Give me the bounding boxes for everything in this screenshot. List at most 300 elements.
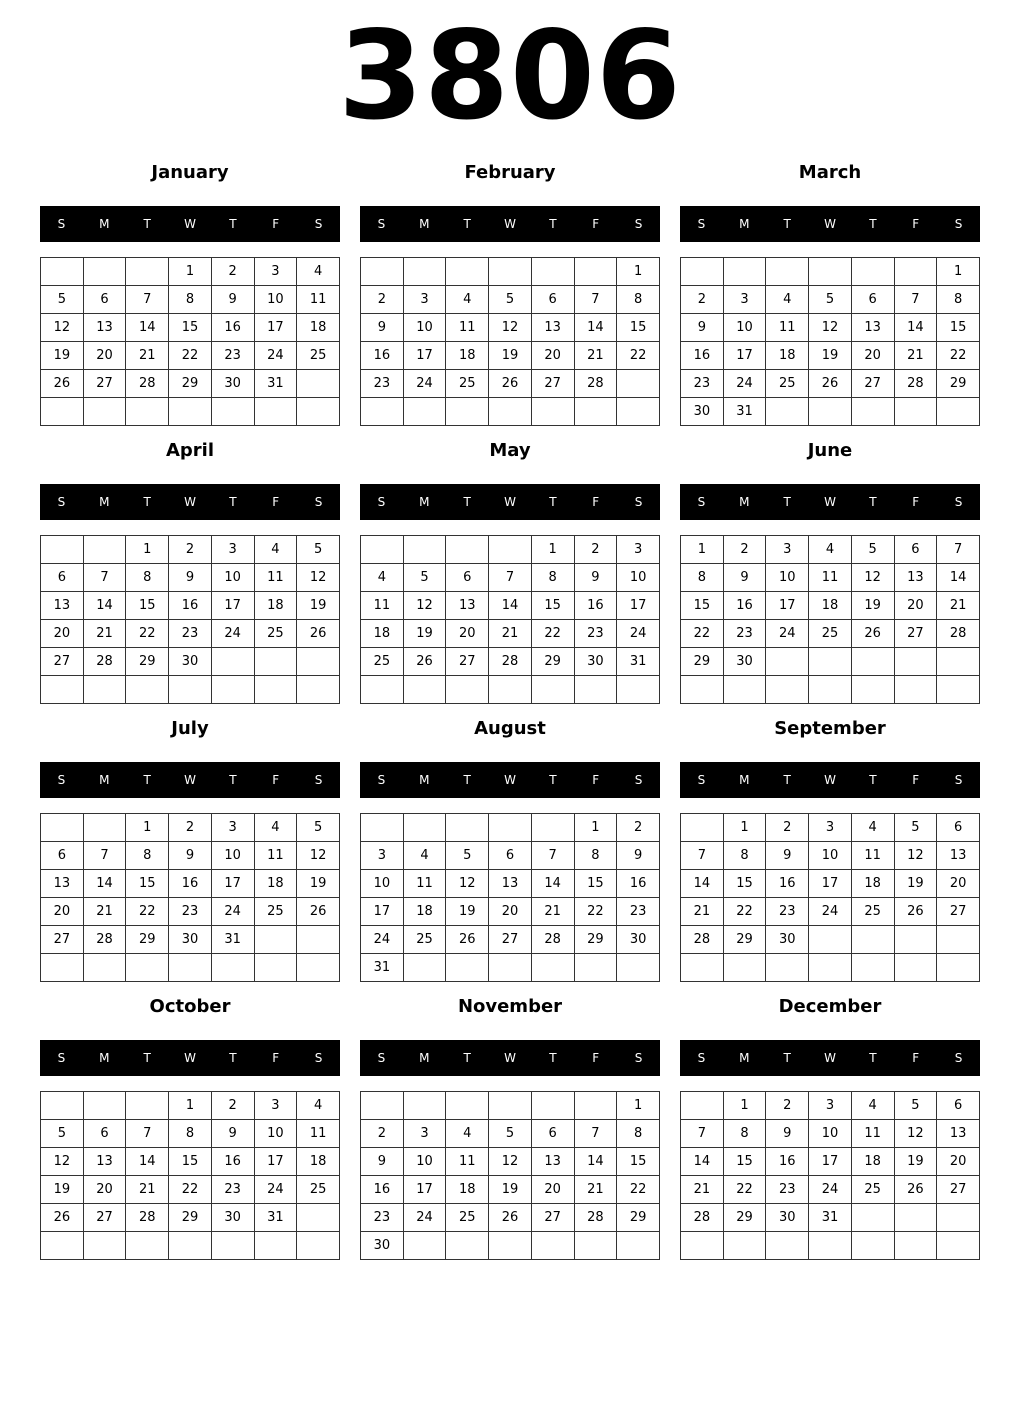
day-cell	[297, 398, 340, 426]
week-row	[681, 648, 980, 676]
day-cell: 3	[211, 814, 254, 842]
day-cell	[937, 1232, 980, 1260]
day-cell: 3	[809, 1092, 852, 1120]
month-name: February	[464, 162, 556, 183]
day-cell: 16	[169, 870, 212, 898]
day-cell	[254, 926, 297, 954]
week-row	[681, 286, 980, 314]
day-cell	[937, 676, 980, 704]
day-cell	[489, 536, 532, 564]
day-cell: 4	[809, 536, 852, 564]
day-cell: 1	[169, 258, 212, 286]
weekday-header	[360, 762, 660, 798]
week-row	[41, 314, 340, 342]
weekday-label: W	[504, 495, 516, 509]
day-cell: 13	[937, 1120, 980, 1148]
day-cell: 3	[211, 536, 254, 564]
day-cell: 10	[403, 314, 446, 342]
weekday-label: T	[143, 495, 151, 509]
day-cell	[361, 258, 404, 286]
day-cell	[894, 676, 937, 704]
day-cell: 12	[41, 314, 84, 342]
day-cell: 7	[126, 286, 169, 314]
day-cell: 28	[531, 926, 574, 954]
day-cell	[809, 954, 852, 982]
day-cell: 29	[169, 1204, 212, 1232]
day-cell: 14	[126, 1148, 169, 1176]
weekday-label: T	[229, 217, 237, 231]
weekday-label: M	[419, 217, 430, 231]
day-cell	[723, 676, 766, 704]
day-cell: 9	[766, 1120, 809, 1148]
day-cell: 25	[851, 1176, 894, 1204]
day-cell	[531, 676, 574, 704]
day-cell: 29	[531, 648, 574, 676]
weekday-label: W	[504, 773, 516, 787]
weekday-label: T	[783, 773, 791, 787]
day-cell: 15	[169, 1148, 212, 1176]
day-cell	[446, 676, 489, 704]
day-cell: 8	[169, 286, 212, 314]
day-cell: 23	[766, 898, 809, 926]
day-grid	[360, 1091, 660, 1260]
week-row	[361, 286, 660, 314]
week-row	[361, 398, 660, 426]
week-row	[681, 620, 980, 648]
day-cell: 4	[254, 814, 297, 842]
day-cell: 10	[723, 314, 766, 342]
day-cell: 19	[809, 342, 852, 370]
day-cell: 10	[211, 842, 254, 870]
day-cell: 13	[489, 870, 532, 898]
day-cell: 9	[211, 1120, 254, 1148]
day-cell: 30	[617, 926, 660, 954]
day-cell: 5	[894, 814, 937, 842]
weekday-label: S	[314, 1051, 323, 1065]
day-cell: 16	[211, 314, 254, 342]
day-cell: 27	[937, 1176, 980, 1204]
weekday-label: M	[99, 495, 110, 509]
month-name: November	[457, 996, 563, 1017]
day-cell: 30	[766, 1204, 809, 1232]
day-cell: 24	[254, 1176, 297, 1204]
day-cell: 13	[41, 592, 84, 620]
day-cell	[851, 398, 894, 426]
day-cell: 13	[531, 1148, 574, 1176]
weekday-header	[40, 762, 340, 798]
day-cell: 15	[169, 314, 212, 342]
day-cell: 1	[617, 1092, 660, 1120]
day-cell: 19	[297, 592, 340, 620]
day-cell: 23	[681, 370, 724, 398]
weekday-label: T	[143, 1051, 151, 1065]
day-grid	[360, 813, 660, 982]
day-cell: 30	[723, 648, 766, 676]
day-cell: 9	[723, 564, 766, 592]
day-cell: 29	[574, 926, 617, 954]
day-cell: 24	[211, 620, 254, 648]
day-cell: 18	[809, 592, 852, 620]
day-cell: 6	[41, 564, 84, 592]
week-row	[681, 1176, 980, 1204]
day-cell	[403, 1092, 446, 1120]
day-cell: 19	[41, 1176, 84, 1204]
month-name: August	[474, 718, 546, 739]
day-cell: 14	[83, 592, 126, 620]
day-cell: 8	[723, 1120, 766, 1148]
day-cell: 5	[41, 1120, 84, 1148]
day-cell: 19	[297, 870, 340, 898]
week-row	[41, 398, 340, 426]
day-cell	[211, 1232, 254, 1260]
day-cell	[681, 814, 724, 842]
day-cell	[41, 1092, 84, 1120]
day-cell: 26	[297, 620, 340, 648]
day-cell: 28	[681, 1204, 724, 1232]
day-cell: 12	[489, 314, 532, 342]
day-cell: 19	[489, 342, 532, 370]
day-cell: 28	[83, 926, 126, 954]
weekday-label: F	[272, 217, 280, 231]
week-row	[681, 1232, 980, 1260]
day-cell	[894, 1232, 937, 1260]
day-cell: 6	[531, 286, 574, 314]
month-name: October	[149, 996, 231, 1017]
weekday-label: M	[739, 773, 750, 787]
weekday-label: S	[954, 1051, 963, 1065]
day-cell: 6	[894, 536, 937, 564]
day-cell: 14	[574, 314, 617, 342]
day-cell	[809, 258, 852, 286]
day-cell: 2	[574, 536, 617, 564]
day-cell: 30	[211, 1204, 254, 1232]
day-cell: 5	[41, 286, 84, 314]
day-cell: 31	[254, 370, 297, 398]
day-cell: 28	[489, 648, 532, 676]
day-cell	[723, 1232, 766, 1260]
week-row	[41, 814, 340, 842]
week-row	[681, 258, 980, 286]
day-grid	[360, 257, 660, 426]
day-cell	[894, 398, 937, 426]
day-cell: 21	[574, 1176, 617, 1204]
day-cell: 3	[403, 286, 446, 314]
week-row	[361, 536, 660, 564]
month-name: September	[774, 718, 886, 739]
week-row	[361, 842, 660, 870]
day-cell	[297, 1232, 340, 1260]
day-cell: 31	[723, 398, 766, 426]
day-cell: 20	[937, 1148, 980, 1176]
day-cell	[403, 954, 446, 982]
day-cell: 5	[297, 814, 340, 842]
day-cell: 26	[851, 620, 894, 648]
weekday-label: F	[272, 773, 280, 787]
day-cell	[766, 954, 809, 982]
day-cell: 6	[851, 286, 894, 314]
week-row	[41, 842, 340, 870]
week-row	[41, 370, 340, 398]
day-cell: 22	[617, 342, 660, 370]
day-cell: 13	[83, 1148, 126, 1176]
day-cell: 27	[489, 926, 532, 954]
day-cell: 21	[681, 1176, 724, 1204]
weekday-label: T	[783, 1051, 791, 1065]
day-cell: 9	[211, 286, 254, 314]
day-cell: 22	[723, 898, 766, 926]
day-cell	[894, 258, 937, 286]
day-cell: 5	[297, 536, 340, 564]
weekday-label: T	[463, 1051, 471, 1065]
day-cell	[723, 258, 766, 286]
day-cell	[41, 1232, 84, 1260]
day-grid	[680, 257, 980, 426]
week-row	[361, 954, 660, 982]
day-cell: 2	[723, 536, 766, 564]
day-cell: 10	[809, 842, 852, 870]
day-cell	[297, 954, 340, 982]
day-cell	[617, 1232, 660, 1260]
day-cell: 22	[617, 1176, 660, 1204]
day-cell: 14	[937, 564, 980, 592]
day-cell	[41, 536, 84, 564]
day-cell	[83, 258, 126, 286]
day-cell: 13	[83, 314, 126, 342]
week-row	[681, 870, 980, 898]
day-cell: 3	[403, 1120, 446, 1148]
day-cell: 9	[361, 314, 404, 342]
day-cell	[937, 398, 980, 426]
day-cell: 15	[681, 592, 724, 620]
day-cell: 6	[937, 814, 980, 842]
day-cell: 19	[41, 342, 84, 370]
day-cell: 26	[489, 370, 532, 398]
weekday-header	[40, 1040, 340, 1076]
day-cell: 29	[169, 370, 212, 398]
day-cell: 24	[766, 620, 809, 648]
weekday-label: T	[463, 217, 471, 231]
weekday-label: T	[869, 773, 877, 787]
weekday-label: T	[549, 773, 557, 787]
day-cell	[403, 1232, 446, 1260]
day-cell: 28	[681, 926, 724, 954]
weekday-label: F	[592, 773, 600, 787]
weekday-label: T	[869, 495, 877, 509]
day-cell: 1	[126, 814, 169, 842]
day-cell: 12	[809, 314, 852, 342]
day-cell: 9	[617, 842, 660, 870]
day-cell	[574, 1092, 617, 1120]
day-cell: 17	[809, 1148, 852, 1176]
day-cell	[574, 258, 617, 286]
week-row	[681, 1092, 980, 1120]
day-cell: 2	[361, 1120, 404, 1148]
day-cell: 15	[126, 870, 169, 898]
day-cell	[723, 954, 766, 982]
day-cell: 17	[403, 1176, 446, 1204]
day-cell: 2	[766, 814, 809, 842]
day-cell: 2	[617, 814, 660, 842]
day-cell	[41, 398, 84, 426]
day-cell: 2	[766, 1092, 809, 1120]
day-cell: 27	[83, 370, 126, 398]
day-cell: 14	[126, 314, 169, 342]
day-cell: 30	[574, 648, 617, 676]
day-cell: 6	[446, 564, 489, 592]
day-cell: 23	[361, 370, 404, 398]
day-cell	[83, 536, 126, 564]
day-cell: 21	[83, 898, 126, 926]
week-row	[681, 592, 980, 620]
weekday-label: S	[57, 1051, 66, 1065]
month-name: January	[151, 162, 229, 183]
day-grid	[360, 535, 660, 704]
day-cell: 30	[169, 648, 212, 676]
week-row	[681, 676, 980, 704]
weekday-label: T	[463, 495, 471, 509]
weekday-label: S	[377, 217, 386, 231]
week-row	[681, 842, 980, 870]
day-cell: 30	[211, 370, 254, 398]
day-cell: 21	[489, 620, 532, 648]
day-cell: 13	[894, 564, 937, 592]
weekday-header	[680, 1040, 980, 1076]
day-cell: 18	[254, 870, 297, 898]
day-cell: 22	[531, 620, 574, 648]
week-row	[41, 676, 340, 704]
weekday-label: M	[99, 217, 110, 231]
day-grid	[40, 257, 340, 426]
day-cell	[83, 814, 126, 842]
day-cell: 3	[254, 258, 297, 286]
day-cell	[297, 370, 340, 398]
weekday-label: S	[314, 495, 323, 509]
day-cell	[169, 1232, 212, 1260]
day-cell: 1	[937, 258, 980, 286]
day-cell	[446, 954, 489, 982]
day-cell	[361, 536, 404, 564]
weekday-label: T	[549, 495, 557, 509]
day-cell: 18	[851, 1148, 894, 1176]
day-cell	[766, 1232, 809, 1260]
week-row	[361, 314, 660, 342]
day-cell	[403, 676, 446, 704]
day-cell: 9	[681, 314, 724, 342]
weekday-label: M	[419, 773, 430, 787]
day-cell	[169, 398, 212, 426]
day-cell	[41, 814, 84, 842]
day-cell: 2	[361, 286, 404, 314]
weekday-label: S	[377, 495, 386, 509]
day-cell: 3	[723, 286, 766, 314]
day-cell: 10	[361, 870, 404, 898]
day-cell	[361, 676, 404, 704]
day-cell: 8	[617, 286, 660, 314]
day-cell	[41, 954, 84, 982]
day-cell: 15	[574, 870, 617, 898]
day-cell: 7	[126, 1120, 169, 1148]
day-cell	[681, 1092, 724, 1120]
day-cell: 26	[41, 370, 84, 398]
day-cell	[403, 536, 446, 564]
day-cell: 29	[723, 1204, 766, 1232]
day-cell: 7	[574, 1120, 617, 1148]
day-cell: 24	[403, 370, 446, 398]
day-cell: 19	[446, 898, 489, 926]
week-row	[41, 648, 340, 676]
day-cell: 28	[126, 1204, 169, 1232]
day-grid	[40, 1091, 340, 1260]
day-cell: 15	[531, 592, 574, 620]
day-cell: 4	[851, 814, 894, 842]
weekday-label: S	[634, 1051, 643, 1065]
day-cell: 16	[617, 870, 660, 898]
day-cell: 1	[169, 1092, 212, 1120]
day-cell: 4	[766, 286, 809, 314]
day-cell	[531, 1092, 574, 1120]
weekday-label: F	[912, 773, 920, 787]
day-cell: 22	[169, 342, 212, 370]
day-cell: 31	[254, 1204, 297, 1232]
week-row	[41, 1120, 340, 1148]
weekday-label: M	[739, 217, 750, 231]
week-row	[361, 676, 660, 704]
day-cell: 24	[361, 926, 404, 954]
day-cell: 31	[361, 954, 404, 982]
day-cell: 26	[894, 1176, 937, 1204]
day-cell	[489, 814, 532, 842]
day-cell	[809, 648, 852, 676]
day-cell: 11	[809, 564, 852, 592]
day-cell	[126, 1232, 169, 1260]
day-cell	[937, 926, 980, 954]
week-row	[41, 1232, 340, 1260]
day-cell	[211, 954, 254, 982]
day-cell: 21	[681, 898, 724, 926]
day-cell: 18	[446, 342, 489, 370]
day-cell	[851, 926, 894, 954]
day-cell: 16	[766, 870, 809, 898]
day-cell: 11	[446, 1148, 489, 1176]
day-cell: 23	[211, 1176, 254, 1204]
weekday-label: F	[912, 217, 920, 231]
weekday-label: S	[57, 217, 66, 231]
weekday-label: S	[314, 773, 323, 787]
day-cell: 1	[723, 814, 766, 842]
day-cell: 21	[531, 898, 574, 926]
weekday-label: F	[592, 217, 600, 231]
day-cell: 27	[446, 648, 489, 676]
day-cell	[851, 1232, 894, 1260]
day-cell: 17	[766, 592, 809, 620]
month-name: May	[489, 440, 531, 461]
day-cell: 14	[531, 870, 574, 898]
day-cell	[403, 398, 446, 426]
weekday-label: W	[824, 495, 836, 509]
week-row	[41, 1148, 340, 1176]
day-cell: 8	[126, 564, 169, 592]
day-cell: 22	[169, 1176, 212, 1204]
day-cell: 20	[83, 342, 126, 370]
day-grid	[40, 535, 340, 704]
weekday-label: T	[869, 1051, 877, 1065]
week-row	[361, 870, 660, 898]
day-cell: 21	[126, 342, 169, 370]
day-cell: 27	[41, 648, 84, 676]
week-row	[361, 620, 660, 648]
day-cell: 13	[446, 592, 489, 620]
day-cell: 15	[723, 1148, 766, 1176]
